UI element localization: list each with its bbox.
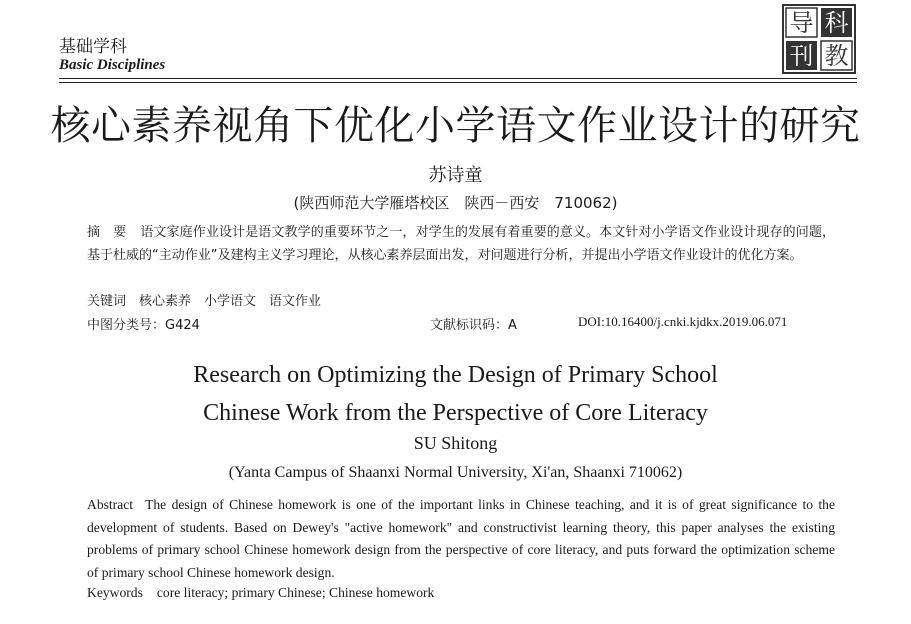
section-label-en: Basic Disciplines bbox=[59, 57, 166, 73]
affiliation-cn: (陕西师范大学雁塔校区 陕西－西安 710062) bbox=[293, 194, 618, 212]
article-title-cn: 核心素养视角下优化小学语文作业设计的研究 bbox=[50, 103, 861, 149]
logo-char-kan: 刊 bbox=[789, 42, 814, 70]
keywords-en-text: core literacy; primary Chinese; Chinese homework bbox=[156, 585, 435, 600]
keywords-cn: 关键词 核心素养 小学语文 语文作业 bbox=[87, 294, 322, 309]
abstract-cn-label: 摘 要 bbox=[87, 225, 127, 240]
journal-logo bbox=[782, 4, 856, 74]
logo-char-dao: 导 bbox=[789, 9, 814, 37]
abstract-cn bbox=[87, 221, 835, 267]
document-code: 文献标识码：A bbox=[430, 318, 517, 333]
title-en-line-1: Research on Optimizing the Design of Primary School bbox=[193, 362, 718, 388]
logo-char-ke: 科 bbox=[824, 9, 849, 37]
clc-number: 中图分类号：G424 bbox=[87, 318, 200, 333]
author-cn: 苏诗童 bbox=[428, 165, 483, 186]
article-title-en bbox=[0, 356, 911, 432]
keywords-en bbox=[87, 585, 434, 601]
title-en-line-2: Chinese Work from the Perspective of Core Literacy bbox=[203, 400, 708, 426]
header-rule-top bbox=[59, 78, 857, 79]
keywords-en-label: Keywords bbox=[87, 585, 143, 600]
abstract-en bbox=[87, 494, 835, 584]
logo-char-jiao: 教 bbox=[824, 42, 849, 70]
affiliation-en: (Yanta Campus of Shaanxi Normal University, Xi'an, Shaanxi 710062) bbox=[228, 464, 683, 481]
section-label-cn: 基础学科 bbox=[59, 37, 127, 57]
abstract-en-text: The design of Chinese homework is one of the important links in Chinese teaching, and it is of great significance to the development of students. Based on Dewey's "active homework" and constructivist learning theory, this paper analyses the existing problems of primary school Chinese homework design from the perspective of core literacy, and puts forward the optimization scheme of primary school Chinese homework design. bbox=[87, 497, 835, 580]
author-en: SU Shitong bbox=[413, 433, 498, 453]
doi: DOI:10.16400/j.cnki.kjdkx.2019.06.071 bbox=[578, 314, 788, 329]
header-rule-bottom bbox=[59, 82, 857, 83]
abstract-cn-text: 语文家庭作业设计是语文教学的重要环节之一，对学生的发展有着重要的意义。本文针对小学语文作业设计现存的问题，基于杜威的“主动作业”及建构主义学习理论，从核心素养层面出发，对问题进行分析，并提出小学语文作业设计的优化方案。 bbox=[87, 225, 835, 263]
abstract-en-label: Abstract bbox=[87, 497, 134, 512]
